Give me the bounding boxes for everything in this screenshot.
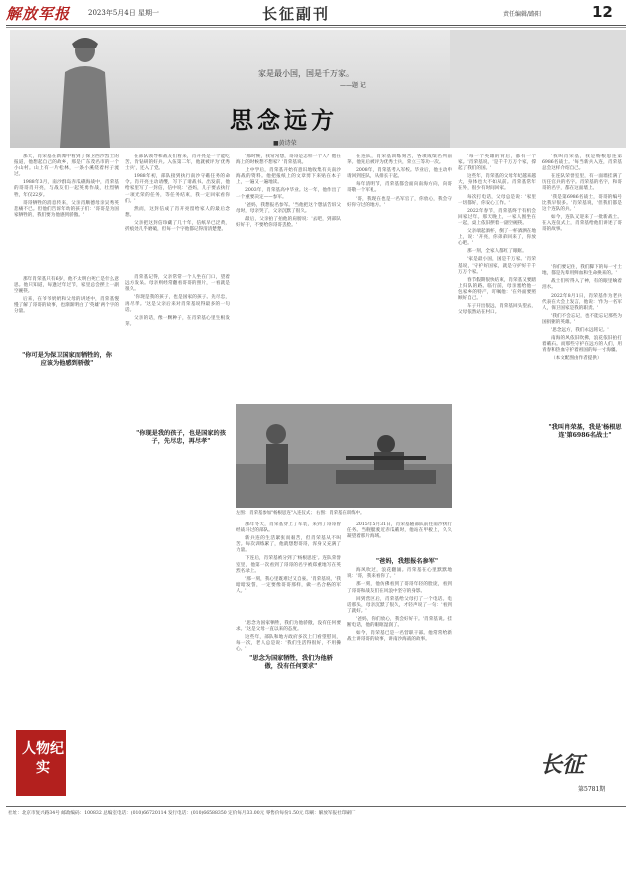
paragraph: 那一刻，全家人都红了眼眶。 (467, 249, 527, 255)
paragraph: '你现是我的孩子，也是国家的孩子。先尽忠，再尽孝。'这是父亲后来对肖荣基说得最多的一句话。 (125, 295, 230, 313)
paragraph: '家是最小国，国是千万家。'肖荣基说，'守护好国家，就是守护好千千万万个家。' (458, 257, 536, 275)
paragraph: 回到营区后，肖荣基给父母打了一个电话。电话那头，母亲沉默了很久，才轻声说了一句：'看到了就好。' (347, 596, 452, 614)
article-column-1 (14, 154, 119, 804)
section-signature: 长征 (540, 752, 585, 778)
paragraph: 2008年，肖荣基考入军校。毕业后，他主动申请回到连队，从排长干起。 (347, 168, 452, 180)
paragraph: 在部队领导和战友们看来，肖开亮是一个能吃苦、肯钻研的好兵。入伍第二年，他就被评为'优秀士兵'，还入了党。 (125, 154, 230, 172)
footer-info: 社址：北京市复兴路34号 邮政编码：100832 总编室电话：(010)66720114 发行电话：(010)66588350 定价每月33.00元 零售价每份1.50元 印刷：解放军报社印刷厂 (8, 811, 356, 816)
paragraph: 这些年，肖荣基的父母年纪越来越大，身体也大不如从前。肖荣基常年在外，很少有时间回家。 (458, 174, 536, 192)
epigraph-source: ——题 记 (340, 82, 366, 89)
paragraph: '你们要记住，我们脚下的每一寸土地，都是先辈用鲜血和生命换来的。' (542, 265, 622, 277)
paragraph: （本文配图由作者提供） (551, 356, 602, 362)
issue-number: 第5781期 (578, 786, 606, 793)
paragraph: 1988年初，部队接到执行南沙守礁任务的命令。肖开亮主动请缨，写下了请战书。出发前，他给家里写了一封信，信中说：'爸妈，儿子要去执行一项光荣的任务，等任务结束，我一定回家看你们。' (125, 174, 230, 204)
article-column-5 (458, 154, 536, 804)
paragraph: 春节假期很快结束，肖荣基又要踏上归队的路。临行前，母亲塞给他一包家乡的特产，叮嘱他：'在外面要照顾好自己。' (458, 277, 536, 301)
paragraph: 肖荣基记得，父亲常常一个人坐在门口，望着远方发呆。母亲则经常翻看哥哥的照片，一看就是很久。 (125, 275, 230, 293)
paragraph: '爸妈，你们放心，我会好好干。'肖荣基说。挂断电话，他的眼眶湿润了。 (347, 616, 452, 629)
paragraph: 后来，在爷爷奶奶和父母的讲述中，肖荣基慢慢了解了哥哥的故事，也渐渐明白了'英雄'两个字的分量。 (14, 297, 119, 315)
paragraph: 那天，肖荣基在新闻中看到了保卫西沙烈士的报道，他想起自己的故乡，那是广东茂名市的一个小山村。山上有一片松林，一条小溪绕着村子流过。 (14, 154, 119, 178)
editor-credit: 责任编辑/路阳 (503, 11, 542, 18)
article-headline: 思念远方 (230, 107, 338, 134)
article-byline: ■黄诗荣 (273, 140, 297, 147)
masthead-rule (6, 25, 626, 26)
paragraph: '思念为国家牺牲，我们为他骄傲，没有任何要求。'这是父母一直以来的态度。 (236, 621, 341, 633)
paragraph: 最后，父亲拍了拍他的肩膀说：'去吧，到部队好好干，不要给你哥哥丢脸。' (236, 216, 341, 228)
masthead-rule-thin (6, 27, 626, 28)
paragraph: 父亲把这封信珍藏了几十年，信纸早已泛黄，折痕处几乎磨破，但每一个字他都记得清清楚楚。 (125, 220, 230, 233)
page-number: 12 (592, 3, 613, 21)
paragraph: 父亲端起酒杯，倒了一杯酒洒在地上，说：'开亮，你弟弟回来了，你放心吧。' (458, 229, 536, 247)
paragraph: 2022年春节，肖荣基终于有机会回家过年。那天晚上，一家人围坐在一起，桌上依旧摆着一副空碗筷。 (458, 208, 536, 226)
paragraph: '哥，我现在也是一名军官了，你放心，我会守好你守过的地方。' (347, 196, 452, 208)
paragraph: '我叫肖荣基，我是杨根思连第6986名战士。'每当新兵入连，肖荣基总会这样介绍自己。 (542, 154, 622, 172)
article-column-4 (347, 154, 452, 402)
paragraph: 如今，连队又迎来了一批新战士。在入连仪式上，肖荣基给他们讲述了哥哥的故事。 (542, 214, 622, 233)
column-badge-label: 人物纪实 (22, 741, 64, 776)
paragraph: 战士们听得入了神，有的眼里噙着泪水。 (542, 279, 622, 291)
paragraph: 2022年8月1日，肖荣基作为老兵代表在大会上发言，他说：'作为一名军人，保卫国家是我的职责。' (542, 293, 622, 311)
paragraph: '那时候，我常常想，哥哥是怎样一个人？他在海上的时候想不想家？'肖荣基说。 (236, 154, 341, 166)
paragraph: 2003年，肖荣基高中毕业。这一年，他作出了一个重要决定——参军。 (236, 188, 341, 200)
paragraph: '每一个英雄的背后，都有一个家。'肖荣基说，'是千千万万个家，撑起了我们的国。' (458, 154, 536, 172)
article-column-6 (542, 154, 622, 806)
paragraph: '那一刻，我心里既难过又自豪。'肖荣基说，'我暗暗发誓，一定要像哥哥那样，做一名合格的军人。' (236, 576, 341, 594)
soldiers-training-icon (236, 404, 452, 508)
issue-date: 2023年5月4日 星期一 (88, 9, 159, 17)
paragraph: 下连后，肖荣基被分到了'杨根思连'。连队荣誉室里，他第一次看到了哥哥的名字被郑重地写在英烈名录上。 (236, 556, 341, 574)
article-column-2 (125, 154, 230, 804)
article-column-3 (236, 154, 341, 402)
scene-photo (236, 404, 452, 508)
paragraph: 如今，肖荣基已是一名营职干部。他常常给新战士讲哥哥的故事，讲南沙海战的故事。 (347, 631, 452, 643)
paragraph: '我是第6986名战士，哥哥的编号比我早很多。'肖荣基说，'但我们都是这个连队的兵。' (542, 194, 622, 212)
subhead-5: "我叫肖荣基，我是'杨根思连'第6986名战士" (548, 424, 622, 439)
paragraph: 在连队荣誉室里，有一面墙挂满了历任官兵的名字。肖荣基的名字，和哥哥的名字，都在这面墙上。 (542, 174, 622, 192)
newspaper-logo: 解放军报 (6, 5, 71, 23)
subhead-3: "思念为国家牺牲，我们为他骄傲，没有任何要求" (249, 655, 333, 670)
paragraph: 那年冬天，肖荣基穿上了军装，来到了哥哥曾经战斗过的部队。 (236, 522, 341, 534)
paragraph: '爸妈，我想报名参军。'当他把这个想法告诉父母时，母亲哭了，父亲沉默了很久。 (236, 202, 341, 214)
statue-icon (50, 32, 120, 148)
paragraph: 1988年3月，南沙群岛赤瓜礁海战中，肖荣基的哥哥肖开亮，与战友们一起英勇作战，壮烈牺牲，年仅22岁。 (14, 180, 119, 198)
paragraph: 那年肖荣基只有6岁，他不太明白死亡是什么意思。他只知道，每逢过年过节，家里总会摆上一副空碗筷。 (14, 276, 119, 295)
paragraph: 哥哥牺牲的消息传来，父亲肖顺德母亲吴秀英悲痛不已。但他们告诉年幼的孩子们：'哥哥是为国家牺牲的，我们要为他感到骄傲。' (14, 200, 119, 218)
subhead-4: "爸妈，我想报名参军" (375, 558, 439, 565)
paragraph: 那一刻，他仿佛看到了哥哥年轻的脸庞，看到了哥哥和战友们在风浪中坚守的身影。 (347, 582, 452, 594)
subhead-1: "你可是为保卫国家而牺牲的，你应该为他感到骄傲" (22, 352, 112, 367)
footer-rule (6, 806, 626, 807)
paragraph: 每次打电话，父母总是说：'家里一切都好，你安心工作。' (458, 194, 536, 206)
paragraph: 在连队，肖荣基训练刻苦，各项成绩名列前茅。他先后被评为优秀士兵，荣立三等功一次。 (347, 154, 452, 166)
paragraph: '我们不会忘记，也不能忘记那些为国捐躯的英雄。' (542, 313, 622, 325)
paragraph: 海风吹过，浪花翻涌。肖荣基在心里默默地说：'哥，我来看你了。' (347, 568, 452, 580)
paragraph: 然而，这封信成了肖开亮留给家人的最后念想。 (125, 206, 230, 218)
paragraph: 南海的风依旧吹拂，浪花依旧拍打着礁石。而那些守护在远方的人们，用青春和热血守护着祖国的每一寸海疆。 (542, 336, 622, 354)
paragraph: 新兵连的生活紧张而艰苦，但肖荣基从不叫苦。每次训练累了，他就想想哥哥，浑身又充满了力量。 (236, 536, 341, 554)
paragraph: 上中学后，肖荣基开始有意识地收集有关南沙海战的资料。他把报纸上的文章剪下来贴在本子上，一遍又一遍地读。 (236, 168, 341, 186)
paragraph: '思念远方，我们永远铭记。' (551, 327, 609, 333)
sky-gradient-icon (450, 30, 626, 148)
paragraph: 2015年5月31日，肖荣基随部队前往南沙执行任务。当舰艇驶近赤瓜礁时，他站在甲板上，久久凝望着那片海域。 (347, 522, 452, 540)
masthead (0, 0, 632, 24)
section-title: 长征副刊 (262, 5, 331, 23)
epigraph-quote: 家是最小国，国是千万家。 (258, 69, 354, 78)
paragraph: 每年清明节，肖荣基都会面向南海方向，向哥哥敬一个军礼。 (347, 182, 452, 194)
paragraph: 父亲的话，像一颗种子，在肖荣基心里生根发芽。 (125, 315, 230, 327)
paragraph: 这些年，部队和地方政府多次上门看望慰问，每一次，老人总是说：'我们生活得很好，不用操心。' (236, 635, 341, 653)
photo-caption: 左图：肖荣基参加"杨根思连"入连仪式； 右图：肖荣基在训练中。 (236, 511, 365, 516)
subhead-2: "你现是我的孩子，也是国家的孩子，先尽忠，再尽孝" (136, 430, 226, 445)
paragraph: 车子开出很远，肖荣基回头望去，父母依然站在村口。 (458, 304, 536, 316)
